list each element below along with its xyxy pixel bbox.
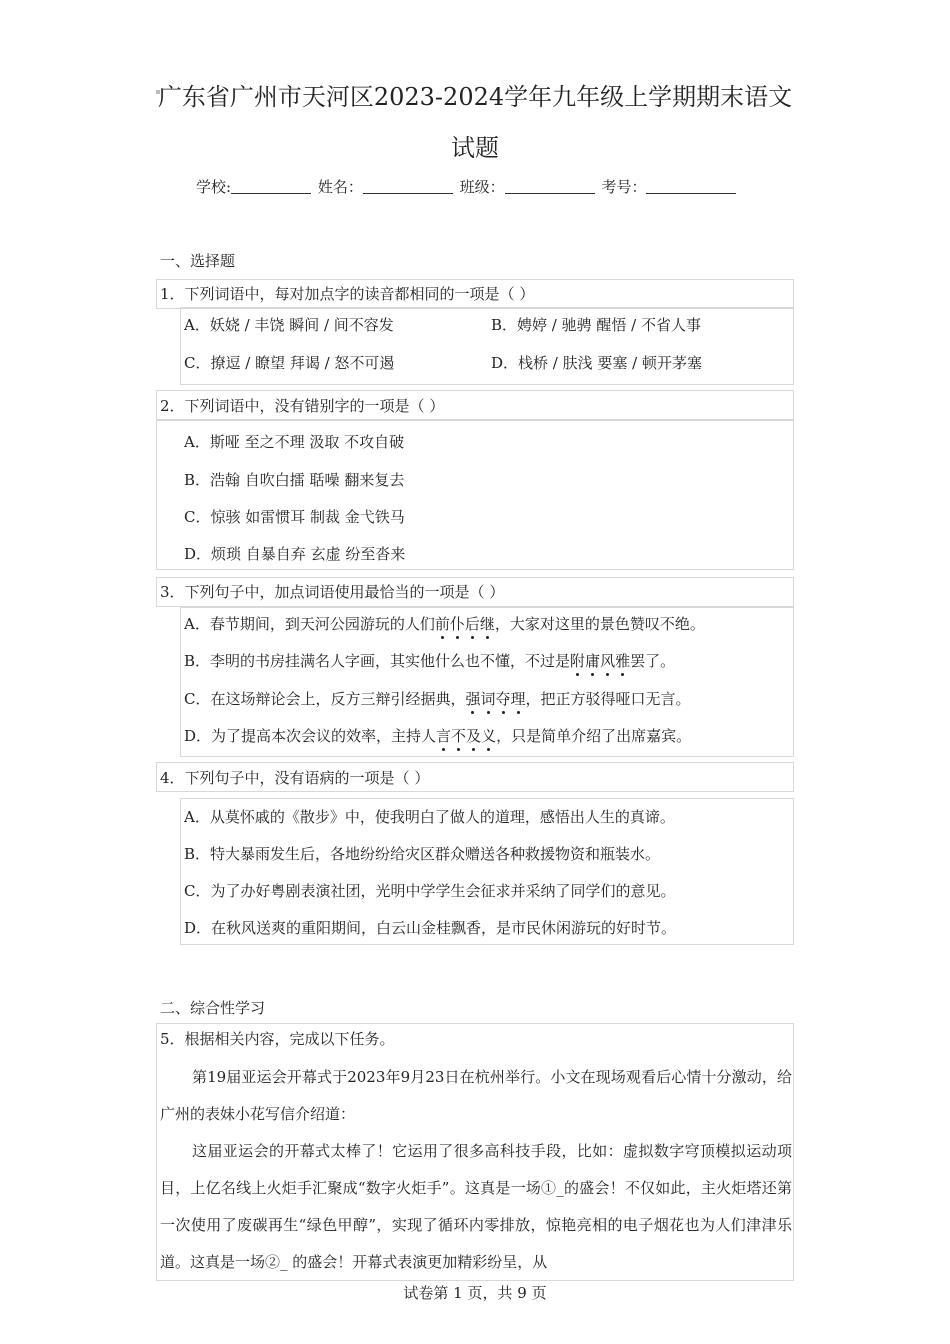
question-3-option-c[interactable] [184, 688, 691, 709]
question-3-option-a[interactable] [184, 613, 705, 634]
school-label: 学校: [196, 178, 232, 196]
option-a-dotted-phrase [435, 615, 495, 633]
name-field[interactable] [363, 179, 453, 194]
question-3-option-d[interactable] [184, 725, 691, 746]
emphasis-char: 前 [434, 615, 450, 633]
emphasis-char: 强 [465, 690, 481, 708]
question-2-option-a[interactable]: A．斯哑 至之不理 汲取 不攻自破 [184, 433, 405, 451]
question-2-stem: 2．下列词语中，没有错别字的一项是（ ） [160, 397, 445, 415]
option-d-text-before: D．为了提高本次会议的效率，主持人 [184, 727, 437, 745]
section-heading-comprehensive: 二、综合性学习 [160, 999, 266, 1017]
option-c-text-before: C．在这场辩论会上，反方三辩引经据典， [184, 690, 466, 708]
emphasis-char: 附 [570, 652, 586, 670]
section-heading-choice: 一、选择题 [160, 252, 236, 270]
class-field[interactable] [505, 179, 595, 194]
option-b-text-after: 罢了。 [630, 652, 676, 670]
passage-paragraph-1: 第19届亚运会开幕式于2023年9月23日在杭州举行。小文在现场观看后心情十分激动，给广州的表妹小花写信介绍道： [160, 1068, 792, 1123]
emphasis-char: 庸 [585, 652, 601, 670]
option-c-dotted-phrase [465, 690, 525, 708]
question-4-option-b[interactable]: B．特大暴雨发生后，各地纷纷给灾区群众赠送各种救援物资和瓶装水。 [184, 845, 661, 863]
emphasis-char: 言 [436, 727, 452, 745]
emphasis-char: 继 [479, 615, 495, 633]
question-5-passage [160, 1059, 792, 1281]
page-footer: 试卷第 1 页，共 9 页 [403, 1284, 547, 1302]
option-a-text-after: ，大家对这里的景色赞叹不绝。 [494, 615, 705, 633]
emphasis-char: 后 [464, 615, 480, 633]
question-2-option-d[interactable]: D．烦琐 自暴自弃 玄虚 纷至沓来 [184, 545, 406, 563]
emphasis-char: 风 [600, 652, 616, 670]
emphasis-char: 雅 [615, 652, 631, 670]
question-1-option-d[interactable]: D．栈桥 / 肤浅 要塞 / 顿开茅塞 [491, 354, 702, 372]
question-4-option-a[interactable]: A．从莫怀戚的《散步》中，使我明白了做人的道理，感悟出人生的真谛。 [184, 808, 675, 826]
student-info-line [196, 176, 738, 197]
question-1-option-c[interactable]: C．撩逗 / 瞭望 拜谒 / 怒不可遏 [184, 354, 395, 372]
emphasis-char: 不 [451, 727, 467, 745]
question-1-option-a[interactable]: A．妖娆 / 丰饶 瞬间 / 间不容发 [184, 316, 394, 334]
option-b-text-before: B．李明的书房挂满名人字画，其实他什么也不懂，不过是 [184, 652, 571, 670]
page-title-continued: 试题 [451, 134, 499, 162]
exam-number-label: 考号： [601, 178, 647, 196]
question-1-option-b[interactable]: B．娉婷 / 驰骋 醒悟 / 不省人事 [491, 316, 701, 334]
question-1-stem: 1．下列词语中，每对加点字的读音都相同的一项是（ ） [160, 285, 535, 303]
question-3-stem: 3．下列句子中，加点词语使用最恰当的一项是（ ） [160, 583, 505, 601]
emphasis-char: 义 [481, 727, 497, 745]
option-b-dotted-phrase [570, 652, 630, 670]
page-title: 广东省广州市天河区2023-2024学年九年级上学期期末语文 [157, 83, 793, 111]
question-5-stem: 5．根据相关内容，完成以下任务。 [160, 1030, 395, 1048]
question-4-option-d[interactable]: D．在秋风送爽的重阳期间，白云山金桂飘香，是市民休闲游玩的好时节。 [184, 919, 677, 937]
emphasis-char: 词 [480, 690, 496, 708]
question-4-option-c[interactable]: C．为了办好粤剧表演社团，光明中学学生会征求并采纳了同学们的意见。 [184, 882, 676, 900]
option-a-text-before: A．春节期间，到天河公园游玩的人们 [184, 615, 435, 633]
exam-number-field[interactable] [646, 179, 736, 194]
name-label: 姓名： [317, 178, 363, 196]
question-2-option-b[interactable]: B．浩翰 自吹白擂 聒噪 翻来复去 [184, 471, 405, 489]
option-d-dotted-phrase [436, 727, 496, 745]
school-field[interactable] [231, 179, 311, 194]
class-label: 班级： [459, 178, 505, 196]
emphasis-char: 理 [510, 690, 526, 708]
emphasis-char: 及 [466, 727, 482, 745]
passage-paragraph-2: 这届亚运会的开幕式太棒了！它运用了很多高科技手段，比如：虚拟数字穹顶模拟运动项目，上亿名线上火炬手汇聚成“数字火炬手”。这真是一场①_的盛会！不仅如此，主火炬塔还第一次使用了废碳再生“绿色甲醇”，实现了循环内零排放，惊艳亮相的电子烟花也为人们津津乐道。这真是一场②_ 的盛会！开幕式表演更加精彩纷呈，从 [160, 1142, 792, 1271]
emphasis-char: 仆 [449, 615, 465, 633]
question-4-stem: 4．下列句子中，没有语病的一项是（ ） [160, 769, 430, 787]
option-d-text-after: ，只是简单介绍了出席嘉宾。 [496, 727, 692, 745]
emphasis-char: 夺 [495, 690, 511, 708]
question-3-option-b[interactable] [184, 650, 675, 671]
option-c-text-after: ，把正方驳得哑口无言。 [525, 690, 691, 708]
question-2-option-c[interactable]: C．惊骇 如雷惯耳 制裁 金弋铁马 [184, 508, 405, 526]
